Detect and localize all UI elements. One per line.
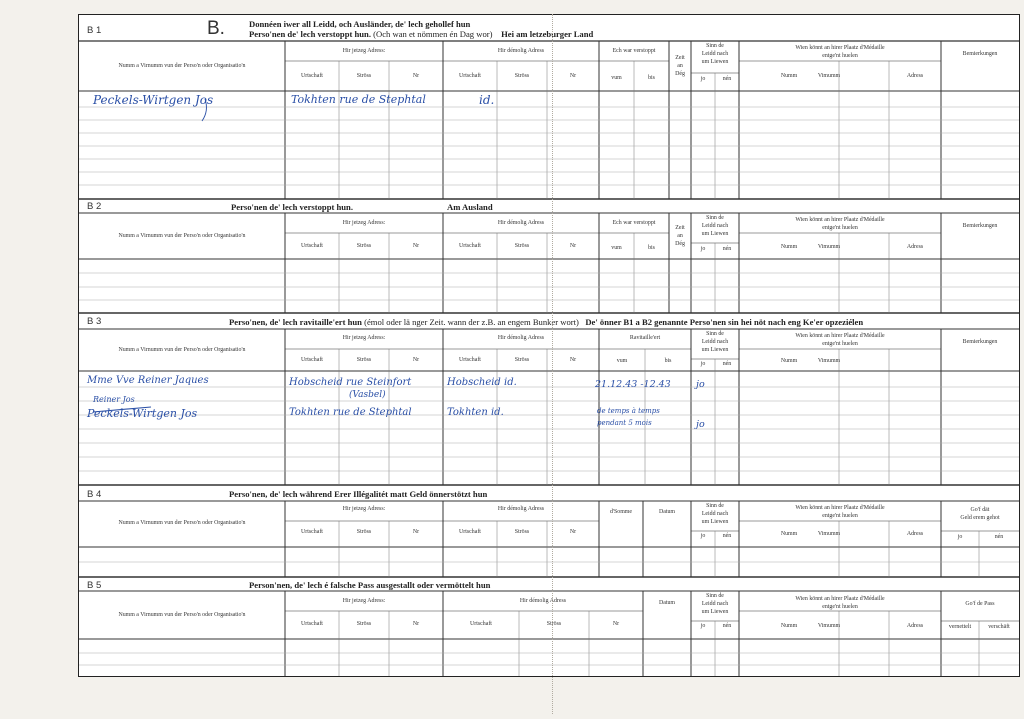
b3-street-header: Ströss [356,357,372,363]
b1-last-name-header: Numm [780,73,798,79]
section-b2-title: Perso'nen de' lech verstoppt hun. [231,202,353,212]
b2-name-header: Numm a Virnumm vun der Perso'n oder Organisatio'n [118,233,246,239]
b3-entry1-former-address: Hobscheid id. [447,377,517,388]
b4-nr-header: Nr [412,529,420,535]
b2-former-town-header: Urtschaft [459,243,481,249]
b3-entry2-dates-line1: de temps à temps [597,407,660,415]
section-b3-title-bold: Perso'nen, de' lech ravitaille'ert hun [229,317,362,327]
b4-current-address-header: Hir jetzeg Adress: [342,506,386,512]
b3-entry2-dates-line2: pendant 5 mois [597,419,652,427]
section-b4-label: B 4 [87,489,102,500]
b1-street-header: Ströss [356,73,372,79]
b5-former-street-header: Ströss [546,621,562,627]
b1-entry-address: Tokhten rue de Stephtal [291,93,426,106]
section-b5-label: B 5 [87,580,102,591]
b4-last-name-header: Numm [780,531,798,537]
b3-former-town-header: Urtschaft [459,357,481,363]
b1-to-header: bis [648,75,655,81]
b3-name-header: Numm a Virnumm vun der Perso'n oder Organisatio'n [118,347,246,353]
b3-entry1-name-struck: Reiner Jos [93,395,135,404]
b4-no-header: nén [722,533,732,539]
section-b2-label: B 2 [87,201,102,212]
b5-date-header: Datum [658,600,676,606]
b3-entry1-address-note: (Vasbel) [349,390,386,400]
b4-medal-header: Wien könnt an hirer Plaatz d'Médaille entge'nt huelen [795,505,885,519]
b1-yes-header: jo [700,76,706,82]
page-fold [552,14,554,714]
b3-current-address-header: Hir jetzeg Adress: [342,335,386,341]
b2-nr-header: Nr [412,243,420,249]
b3-entry1-address: Hobscheid rue Steinfort [289,377,412,388]
b3-yes-header: jo [700,361,706,367]
b1-no-header: nén [722,76,732,82]
b5-pass-destroyed-header: vernettelt [948,624,972,630]
b3-medal-header: Wien könnt an hirer Plaatz d'Médaille entge'nt huelen [795,333,885,347]
section-b2-title-place: Am Ausland [447,202,493,212]
b5-nr-header: Nr [412,621,420,627]
b3-supplied-header: Ravitaille'ert [629,335,661,341]
b4-former-town-header: Urtschaft [459,529,481,535]
section-b5-title: Person'nen, de' lech é falsche Pass ausgestallt oder vermöttelt hun [249,580,491,590]
b5-former-town-header: Urtschaft [470,621,492,627]
b2-street-header: Ströss [356,243,372,249]
b4-street-header: Ströss [356,529,372,535]
section-b1-title-line2 [249,29,593,39]
b4-first-name-header: Vimumm [817,531,841,537]
b5-medal-address-header: Adress [906,623,924,629]
b4-name-header: Numm a Virnumm vun der Perso'n oder Organisatio'n [118,520,246,526]
b2-former-nr-header: Nr [569,243,577,249]
b1-town-header: Urtschaft [301,73,323,79]
b3-entry2-name: Peckels-Wirtgen Jos [87,407,198,420]
b5-medal-header: Wien könnt an hirer Plaatz d'Médaille entge'nt huelen [795,596,885,610]
form-sheet [78,14,1020,677]
section-b3-label: B 3 [87,316,102,327]
section-b-letter: B. [207,18,225,39]
b4-date-header: Datum [658,509,676,515]
b4-town-header: Urtschaft [301,529,323,535]
section-b1-title-place: Hei am letzeburger Land [501,29,594,39]
b3-danger-header: Sinn de Leidd nach um Liewen [701,331,729,353]
section-b1-title-line1: Donnéen iwer all Leidd, och Ausländer, de' lech gehollef hun [249,19,471,29]
b2-former-address-header: Hir démolig Adress [497,220,545,226]
b3-entry2-former-address: Tokhten id. [447,407,504,418]
b5-street-header: Ströss [356,621,372,627]
b4-money-no-header: nén [994,534,1004,540]
b1-from-header: vum [611,75,622,81]
b2-time-header: Zeit an Dég [675,225,685,247]
section-b1-title-note: (Och wan et nömmen én Dag wor) [373,29,493,39]
b4-money-back-header: Go'f dät Geld erem gehot [960,507,1000,521]
b5-first-name-header: Vimumm [817,623,841,629]
b1-former-town-header: Urtschaft [459,73,481,79]
b2-medal-header: Wien könnt an hirer Plaatz d'Médaille entge'nt huelen [795,217,885,231]
section-b1-label: B 1 [87,25,102,36]
section-b1-title-bold: Perso'nen de' lech verstoppt hun. [249,29,371,39]
b3-no-header: nén [722,361,732,367]
b1-name-header: Numm a Virnumm vun der Perso'n oder Organisatio'n [118,63,246,69]
section-b3-title-tail: De' önner B1 a B2 genannte Perso'nen sin hei nöt nach eng Ke'er opzeziélen [585,317,864,327]
b2-medal-address-header: Adress [906,244,924,250]
section-b3-title-note: (émol oder lä nger Zeit. wann der z.B. an engem Bunker wort) [364,317,579,327]
b5-current-address-header: Hir jetzeg Adress: [342,598,386,604]
b4-medal-address-header: Adress [906,531,924,537]
b1-danger-header: Sinn de Leidd nach um Liewen [701,43,729,65]
b5-pass-lost-header: verschäft [988,624,1010,630]
b2-no-header: nén [722,246,732,252]
b3-nr-header: Nr [412,357,420,363]
b3-last-name-header: Numm [780,358,798,364]
b5-yes-header: jo [700,623,706,629]
b1-nr-header: Nr [412,73,420,79]
b3-to-header: bis [664,358,672,364]
b4-danger-header: Sinn de Leidd nach um Liewen [701,503,729,525]
b5-former-nr-header: Nr [612,621,620,627]
b1-medal-header: Wien könnt an hirer Plaatz d'Médaille entge'nt huelen [795,45,885,59]
b3-entry1-dates: 21.12.43 -12.43 [595,379,671,390]
b2-from-header: vum [611,245,622,251]
b2-danger-header: Sinn de Leidd nach um Liewen [701,215,729,237]
b1-former-street-header: Ströss [514,73,530,79]
b3-former-nr-header: Nr [569,357,577,363]
section-b4-title: Perso'nen, de' lech während Erer Illégalitét matt Geld önnerstötzt hun [229,489,488,499]
b2-first-name-header: Vimumm [817,244,841,250]
b4-former-nr-header: Nr [569,529,577,535]
b2-yes-header: jo [700,246,706,252]
b5-last-name-header: Numm [780,623,798,629]
b2-town-header: Urtschaft [301,243,323,249]
b1-current-address-header: Hir jetzeg Adress: [342,48,386,54]
b1-remarks-header: Bemierkungen [962,51,998,57]
b4-sum-header: d'Somme [609,509,632,515]
b2-remarks-header: Bemierkungen [962,223,998,229]
b3-entry1-name: Mme Vve Reiner Jaques [87,375,209,386]
b5-name-header: Numm a Virnumm vun der Perso'n oder Organisatio'n [118,612,246,618]
b2-to-header: bis [648,245,655,251]
b4-former-street-header: Ströss [514,529,530,535]
b3-entry2-address: Tokhten rue de Stephtal [289,407,412,418]
b3-entry1-yes: jo [696,379,705,390]
b3-remarks-header: Bemierkungen [962,339,998,345]
b1-former-address-header: Hir démolig Adress [497,48,545,54]
b4-former-address-header: Hir démolig Adress [497,506,545,512]
b3-town-header: Urtschaft [301,357,323,363]
b5-town-header: Urtschaft [301,621,323,627]
b3-first-name-header: Vimumm [817,358,841,364]
b4-money-yes-header: jo [957,534,963,540]
b1-former-nr-header: Nr [569,73,577,79]
b1-time-header: Zeit an Dég [675,55,685,77]
b1-entry-former-address: id. [479,93,495,107]
b1-medal-address-header: Adress [906,73,924,79]
b2-last-name-header: Numm [780,244,798,250]
b5-no-header: nén [722,623,732,629]
b5-former-address-header: Hir démolig Adress [519,598,567,604]
b1-first-name-header: Vimumm [817,73,841,79]
b2-hidden-header: Ech war verstoppt [612,220,656,226]
b5-pass-header: Go'f de Pass [965,601,995,607]
b1-entry-name: Peckels-Wirtgen Jos [93,93,214,107]
b3-from-header: vum [616,358,628,364]
b4-yes-header: jo [700,533,706,539]
b3-former-address-header: Hir démolig Adress [497,335,545,341]
b3-entry2-yes: jo [696,419,705,430]
b3-former-street-header: Ströss [514,357,530,363]
b5-danger-header: Sinn de Leidd nach um Liewen [701,593,729,615]
section-b3-title [229,317,863,327]
b2-former-street-header: Ströss [514,243,530,249]
b2-current-address-header: Hir jetzeg Adress: [342,220,386,226]
b1-hidden-header: Ech war verstoppt [612,48,656,54]
